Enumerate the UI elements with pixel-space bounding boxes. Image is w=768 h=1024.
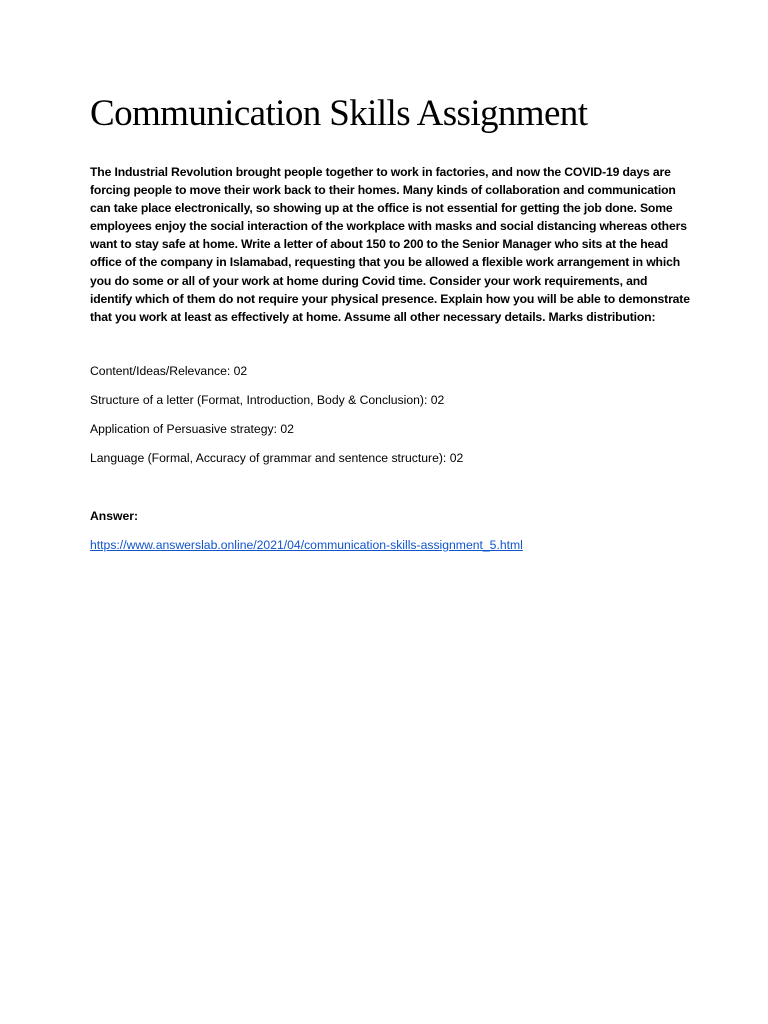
answer-label: Answer: xyxy=(90,509,139,523)
assignment-prompt: The Industrial Revolution brought people together to work in factories, and now the COVID-19 days are forcing people to move their work back to their homes. Many kinds of collaboration and communication can take place electronically, so showing up at the office is not essential for getting the job done. Some employees enjoy the social interaction of the workplace with masks and social distancing whereas others want to stay safe at home. Write a letter of about 150 to 200 to the Senior Manager who sits at the head office of the company in Islamabad, requesting that you be allowed a flexible work arrangement in which you do some or all of your work at home during Covid time. Consider your work requirements, and identify which of them do not require your physical presence. Explain how you will be able to demonstrate that you work at least as effectively at home. Assume all other necessary details. Marks distribution: xyxy=(90,165,690,324)
marks-item-persuasive: Application of Persuasive strategy: 02 xyxy=(90,422,294,436)
answer-link[interactable]: https://www.answerslab.online/2021/04/communication-skills-assignment_5.html xyxy=(90,538,523,552)
marks-item-structure: Structure of a letter (Format, Introduction, Body & Conclusion): 02 xyxy=(90,393,445,407)
marks-item-language: Language (Formal, Accuracy of grammar and sentence structure): 02 xyxy=(90,451,464,465)
document-title: Communication Skills Assignment xyxy=(90,93,588,134)
marks-item-content: Content/Ideas/Relevance: 02 xyxy=(90,364,248,378)
